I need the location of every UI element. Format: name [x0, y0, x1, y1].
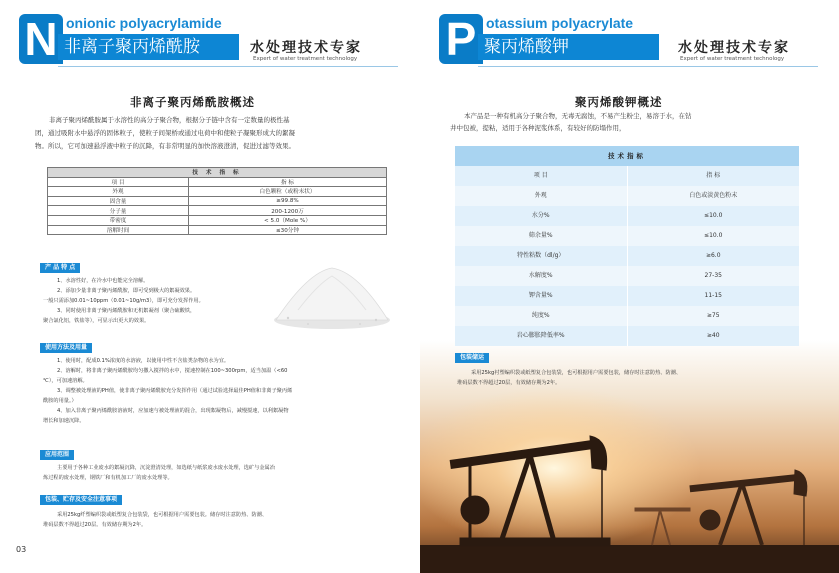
features-list [43, 276, 258, 326]
header-cn-title: 非离子聚丙烯酰胺 [58, 34, 239, 60]
table-row [455, 246, 799, 266]
scope-tag: 应用范围 [40, 450, 74, 460]
usage-line: ℃），可加速溶解。 [43, 378, 88, 384]
table-cell: ≥99.8% [189, 196, 387, 206]
table-row [455, 326, 799, 346]
scope-line: 主要用于各种工业废水的絮凝沉降，沉淀澄清处理，如选纸与纸浆废水废水处理，选矿与金属冶 [57, 465, 275, 471]
usage-line: 增长和加速沉降。 [43, 418, 85, 424]
spec-table [455, 146, 799, 346]
table-row [455, 186, 799, 206]
table-row [48, 206, 387, 216]
table-row [48, 225, 387, 235]
intro-paragraph [450, 110, 822, 134]
powder-image [268, 254, 396, 332]
table-cell: 溶解时间 [48, 225, 189, 235]
packing-line: 堆码层数不得超过20层，有效储存期为2年。 [457, 380, 561, 386]
header-divider [478, 66, 818, 67]
spec-table [47, 167, 387, 235]
scope-text [43, 463, 405, 483]
table-cell: 纯度% [455, 306, 628, 326]
table-row [48, 168, 387, 178]
scope-line: 炼过程的废水处理，钢铁厂和有机加工厂的废水处理等。 [43, 475, 173, 481]
header-letter-n: N [19, 14, 63, 64]
packing-text [457, 368, 827, 388]
header-tagline-cn: 水处理技术专家 [250, 40, 362, 56]
table-cell: ≥40 [706, 332, 720, 339]
feature-line: 3、同时使用非离子聚丙烯酰胺和无机絮凝剂（聚合硫酸铁， [57, 308, 196, 314]
table-row [455, 286, 799, 306]
table-title: 技 术 指 标 [48, 168, 387, 178]
packing-line: 采用25kg纤塑编织袋或纸塑复合包装袋，也可根据用户需要包装。储存时注意防热、防潮、 [57, 512, 268, 518]
header-en-title: onionic polyacrylamide [66, 15, 222, 31]
table-cell: 水分% [455, 206, 628, 226]
header-cn-title: 聚丙烯酸钾 [478, 34, 659, 60]
table-cell: 分子量 [48, 206, 189, 216]
table-cell: 钾含量% [455, 286, 628, 306]
table-header: 项 目 [455, 166, 628, 186]
intro-line: 井中包被，提粘，适用于各种泥浆体系，有较好的防塌作用， [450, 124, 626, 132]
table-cell: < 5.0（Mole %） [189, 215, 387, 225]
table-row [455, 166, 799, 186]
table-header: 指 标 [706, 172, 721, 179]
intro-line: 团，通过吸附水中悬浮的固体粒子，使粒子间架桥或通过电荷中和使粒子凝聚形成大的絮凝 [35, 129, 295, 137]
right-page [420, 0, 839, 573]
table-cell: 水解度% [455, 266, 628, 286]
usage-line: 3、调整被处理液的PH值，使非离子聚丙烯酰胺充分发挥作用（通过试验选择最佳PH值和非离子聚丙烯 [57, 388, 293, 394]
table-cell: 白色或淡黄色粉末 [689, 192, 738, 199]
feature-line: 1、水溶性好，在冷水中也能完全溶解。 [57, 278, 149, 284]
table-row [48, 187, 387, 197]
table-cell: ≤10.0 [704, 232, 723, 239]
packing-tag: 包装、贮存及安全注意事项 [40, 495, 122, 505]
table-cell: 带密度 [48, 215, 189, 225]
table-title: 技术指标 [455, 146, 799, 166]
table-cell: ≥6.0 [705, 252, 721, 259]
header-tagline-en: Expert of water treatment technology [253, 56, 358, 62]
feature-line: 一般只需添加0.01~10ppm（0.01~10g/m3），即可充分发挥作用。 [43, 298, 204, 304]
table-row [48, 215, 387, 225]
table-row [455, 266, 799, 286]
header-tagline-cn: 水处理技术专家 [678, 40, 790, 56]
table-header: 项 目 [48, 177, 189, 187]
table-cell: 白色颗粒（或粉末状） [189, 187, 387, 197]
packing-line: 采用25kg衬塑编织袋或纸塑复合包装袋，也可根据用户需要包装，储存时注意防热、防潮、 [471, 370, 682, 376]
table-cell: ≤10.0 [704, 212, 723, 219]
table-cell: 固含量 [48, 196, 189, 206]
header-divider [58, 66, 398, 67]
table-cell: 外观 [455, 186, 628, 206]
table-row [455, 306, 799, 326]
table-cell: 27-35 [704, 272, 722, 279]
header-en-title: otassium polyacrylate [486, 15, 634, 31]
packing-line: 堆码层数不得超过20层。有效储存期为2年。 [43, 522, 147, 528]
header-letter-p: P [439, 14, 483, 64]
table-cell: 特性粘数（dl/g） [455, 246, 628, 266]
intro-paragraph [35, 114, 410, 153]
table-cell: ≤30分钟 [189, 225, 387, 235]
usage-line: 1、使用时，配成0.1%浓度的水溶液，以使用中性不含盐类杂物的水为宜。 [57, 358, 230, 364]
table-cell: 外观 [48, 187, 189, 197]
usage-list [43, 356, 405, 426]
feature-line: 2、添加少量非离子聚丙烯酰胺，即可受到极大的絮凝效果。 [57, 288, 196, 294]
table-row [455, 226, 799, 246]
header-tagline-en: Expert of water treatment technology [680, 56, 785, 62]
table-cell: 200-1200万 [189, 206, 387, 216]
section-title: 聚丙烯酸钾概述 [575, 95, 663, 109]
intro-line: 物。所以，它可加速悬浮液中粒子的沉降，有非常明显的加快溶液澄清，促进过滤等效果。 [35, 142, 295, 150]
usage-line: 4、加入非离子聚丙烯酰胺溶液时，应加速与被处理液的混合，出现絮凝物后，减慢搅速，以利絮凝物 [57, 408, 289, 414]
feature-line: 聚合氯化铝，铁盐等），可显示出更大的效果。 [43, 318, 150, 324]
table-row [48, 196, 387, 206]
features-tag: 产 品 特 点 [40, 263, 80, 273]
intro-line: 非离子聚丙烯酰胺属于水溶性的高分子聚合物，根据分子链中含有一定数量的极性基 [49, 116, 290, 124]
packing-tag: 包装储运 [455, 353, 489, 363]
usage-tag: 使用方法及用量 [40, 343, 92, 353]
table-cell: 岩心膨胀降低率% [455, 326, 628, 346]
table-cell: 11-15 [704, 292, 722, 299]
usage-line: 酰胺的用量。） [43, 398, 77, 404]
table-cell: 筛余量% [455, 226, 628, 246]
intro-line: 本产品是一种有机高分子聚合物，无毒无腐蚀，不易产生粉尘，易溶于水，在钻 [464, 112, 692, 120]
table-row [48, 177, 387, 187]
packing-text [43, 510, 405, 530]
section-title: 非离子聚丙烯酰胺概述 [130, 95, 255, 109]
table-cell: ≥75 [706, 312, 720, 319]
usage-line: 2、溶解时，将非离子聚丙烯酰胺均匀撒入搅拌的水中，搅速控制在100~300rpm，适当加温（<60 [57, 368, 288, 374]
table-row [455, 206, 799, 226]
page-number: 03 [16, 545, 27, 554]
table-header: 指 标 [189, 177, 387, 187]
